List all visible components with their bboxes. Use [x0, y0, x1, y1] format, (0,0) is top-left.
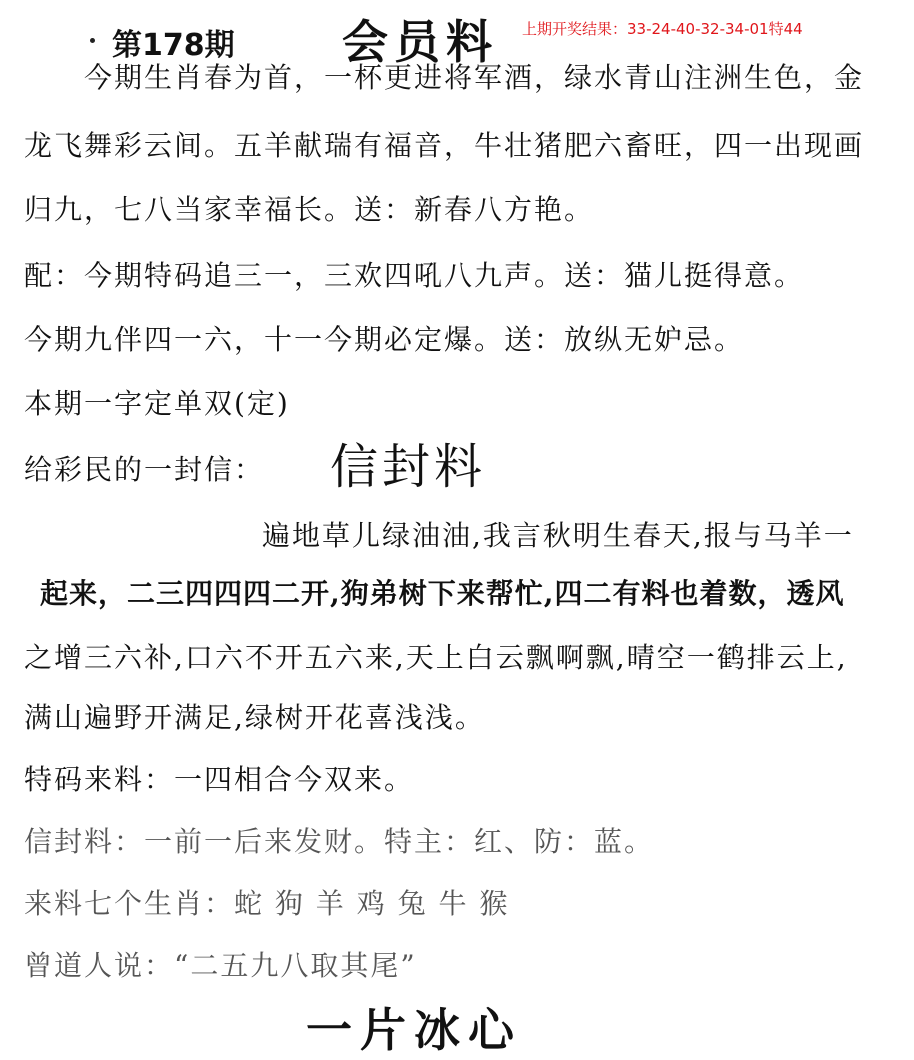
- pair-line: 配：今期特码追三一，三欢四吼八九声。送：猫儿挺得意。: [24, 259, 805, 292]
- letter-intro: 给彩民的一封信：: [24, 453, 265, 486]
- special-line: 特码来料：一四相合今双来。: [24, 763, 415, 796]
- envelope-material-line: 信封料：一前一后来发财。特主：红、防：蓝。: [24, 825, 655, 858]
- envelope-title: 信封料: [330, 439, 487, 495]
- dot-mark: [90, 38, 95, 43]
- saying-line: 曾道人说：“二五九八取其尾”: [24, 949, 417, 982]
- envelope-line-1: 遍地草儿绿油油,我言秋明生春天,报与马羊一: [262, 519, 854, 552]
- single-double-line: 本期一字定单双(定): [24, 387, 290, 420]
- poem-line-2: 龙飞舞彩云间。五羊献瑞有福音，牛壮猪肥六畜旺，四一出现画: [24, 129, 865, 162]
- page-title: 会员料: [342, 15, 498, 69]
- poem-line-3: 归九，七八当家幸福长。送：新春八方艳。: [24, 193, 595, 226]
- issue-number: 第178期: [112, 28, 235, 63]
- envelope-line-4: 满山遍野开满足,绿树开花喜浅浅。: [24, 701, 485, 734]
- nine-line: 今期九伴四一六，十一今期必定爆。送：放纵无妒忌。: [24, 323, 745, 356]
- last-result: 上期开奖结果：33-24-40-32-34-01特44: [522, 20, 803, 38]
- zodiac-line: 来料七个生肖：蛇 狗 羊 鸡 兔 牛 猴: [24, 887, 510, 920]
- envelope-line-3: 之增三六补,口六不开五六来,天上白云飘啊飘,晴空一鹤排云上,: [24, 641, 848, 674]
- envelope-line-2: 起来，二三四四四二开,狗弟树下来帮忙,四二有料也着数，透风: [40, 577, 845, 610]
- footer-title: 一片冰心: [306, 1003, 522, 1057]
- poem-line-1: 今期生肖春为首，一杯更进将军酒，绿水青山注洲生色，金: [84, 61, 865, 94]
